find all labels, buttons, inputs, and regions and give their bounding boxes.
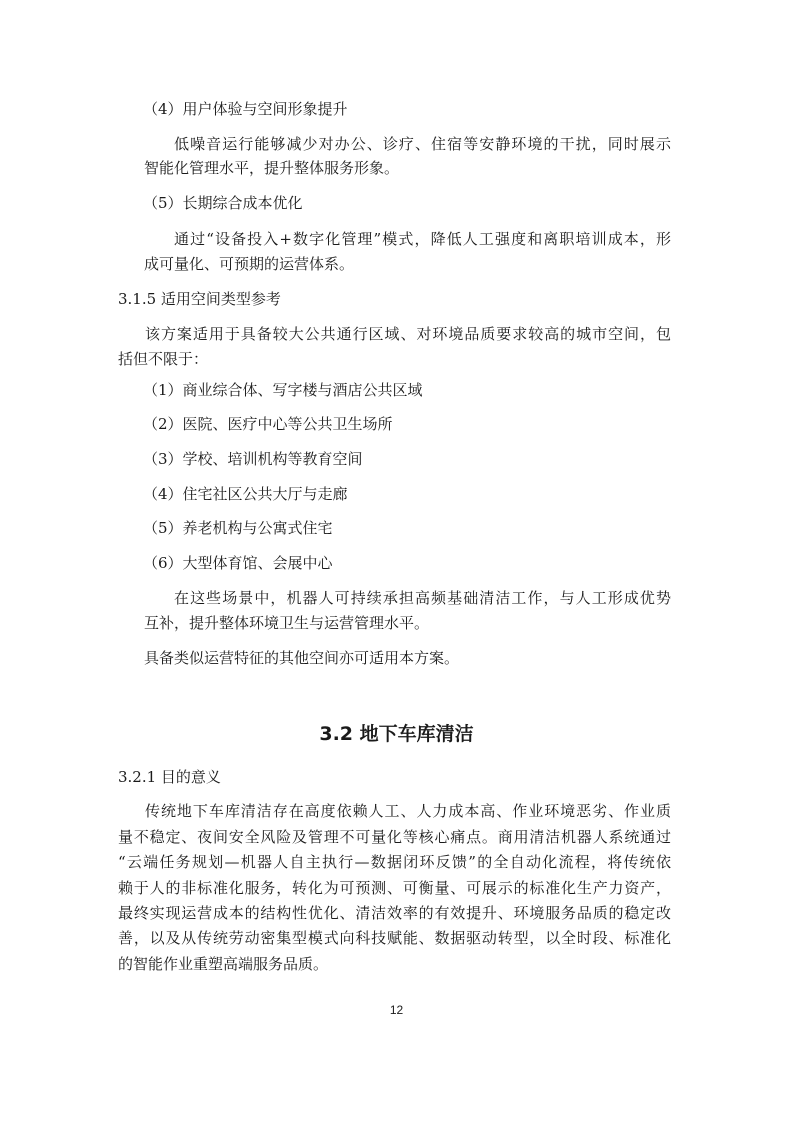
sub4-title: （4）用户体验与空间形象提升 xyxy=(143,100,348,118)
section-3-2-1-body-line: 赖于人的非标准化服务，转化为可预测、可衡量、可展示的标准化生产力资产， xyxy=(118,879,671,897)
space-list-item: （6）大型体育馆、会展中心 xyxy=(143,554,333,572)
scene-paragraph-line-2: 互补，提升整体环境卫生与运营管理水平。 xyxy=(144,614,430,632)
scene-paragraph-line-1: 在这些场景中，机器人可持续承担高频基础清洁工作，与人工形成优势 xyxy=(174,589,671,607)
section-3-2-1-body-line: 最终实现运营成本的结构性优化、清洁效率的有效提升、环境服务品质的稳定改 xyxy=(118,904,671,922)
section-3-2-1-body-line: 传统地下车库清洁存在高度依赖人工、人力成本高、作业环境恶劣、作业质 xyxy=(145,802,671,820)
page-number: 12 xyxy=(389,1003,404,1017)
sub5-body-line-1: 通过“设备投入+数字化管理”模式，降低人工强度和离职培训成本，形 xyxy=(174,230,671,248)
section-3-2-1-body-line: 量不稳定、夜间安全风险及管理不可量化等核心痛点。商用清洁机器人系统通过 xyxy=(118,828,671,846)
section-3-2-1-body-line: 善，以及从传统劳动密集型模式向科技赋能、数据驱动转型，以全时段、标准化 xyxy=(118,929,671,947)
space-list-item: （5）养老机构与公寓式住宅 xyxy=(143,519,333,537)
sub5-body-line-2: 成可量化、可预期的运营体系。 xyxy=(144,255,355,273)
section-3-2-heading: 3.2 地下车库清洁 xyxy=(319,723,474,745)
sub4-body-line-2: 智能化管理水平，提升整体服务形象。 xyxy=(144,159,400,177)
space-list-item: （3）学校、培训机构等教育空间 xyxy=(143,450,363,468)
sub5-title: （5）长期综合成本优化 xyxy=(143,194,303,212)
section-3-2-1-body-line: “云端任务规划—机器人自主执行—数据闭环反馈”的全自动化流程，将传统依 xyxy=(118,853,671,871)
section-3-1-5-intro-line-1: 该方案适用于具备较大公共通行区域、对环境品质要求较高的城市空间，包 xyxy=(145,325,671,343)
other-spaces-paragraph: 具备类似运营特征的其他空间亦可适用本方案。 xyxy=(144,649,460,667)
section-3-1-5-intro-line-2: 括但不限于： xyxy=(118,350,209,368)
space-list-item: （4）住宅社区公共大厅与走廊 xyxy=(143,485,348,503)
space-list-item: （1）商业综合体、写字楼与酒店公共区域 xyxy=(143,381,423,399)
section-3-2-1-body-line: 的智能作业重塑高端服务品质。 xyxy=(118,955,329,973)
sub4-body-line-1: 低噪音运行能够减少对办公、诊疗、住宿等安静环境的干扰，同时展示 xyxy=(174,135,671,153)
section-3-2-1-title: 3.2.1 目的意义 xyxy=(118,768,221,786)
space-list-item: （2）医院、医疗中心等公共卫生场所 xyxy=(143,415,393,433)
section-3-1-5-title: 3.1.5 适用空间类型参考 xyxy=(118,290,281,308)
